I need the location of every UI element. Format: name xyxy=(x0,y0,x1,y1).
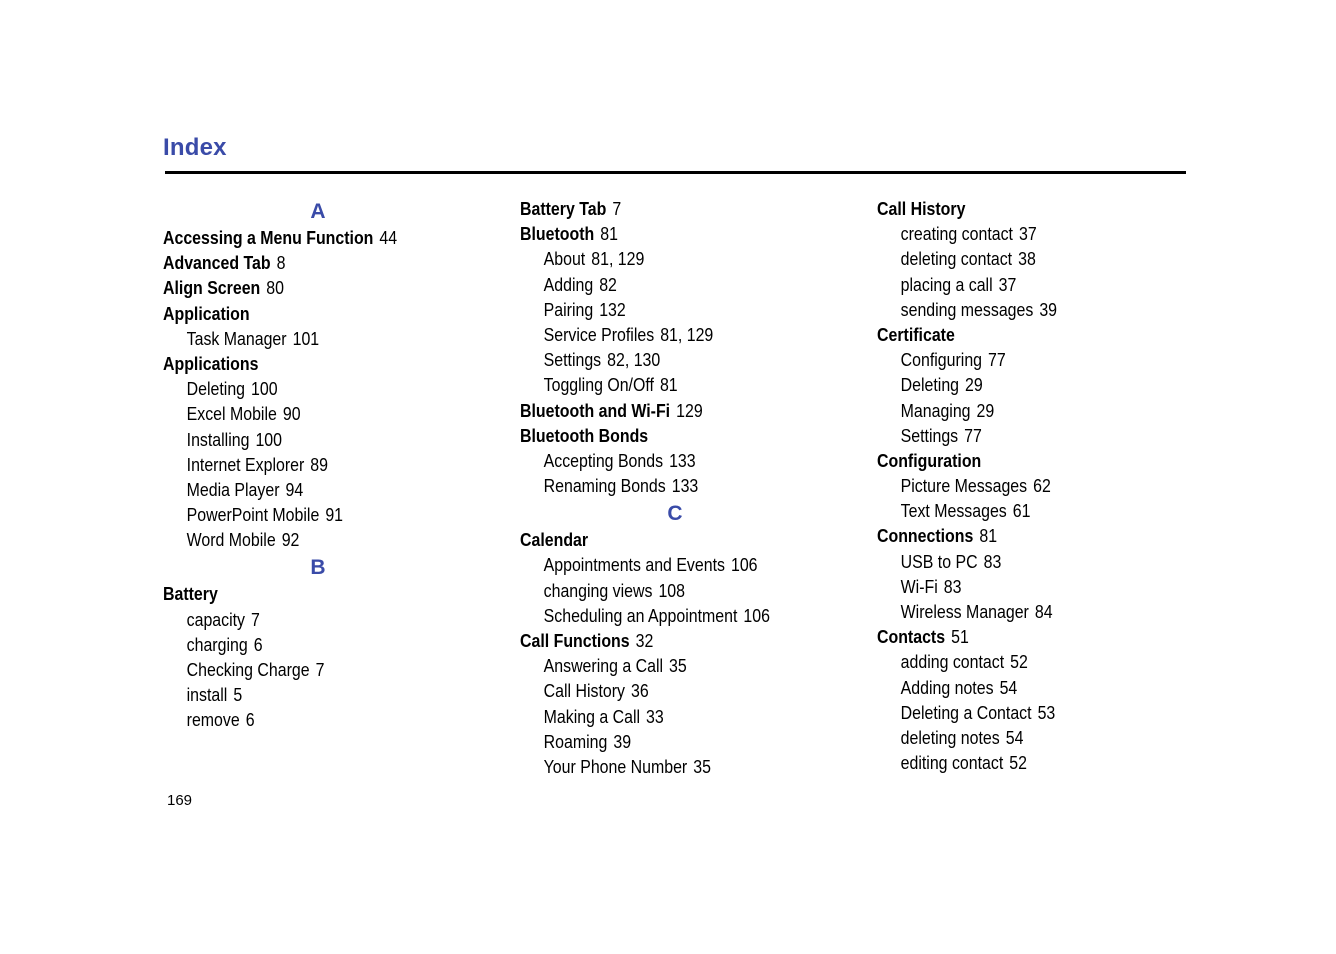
index-subentry xyxy=(877,675,1161,700)
index-entry xyxy=(163,225,430,250)
index-subentry xyxy=(877,700,1161,725)
index-subterm: Accepting Bonds xyxy=(543,449,664,471)
page-reference[interactable]: 77 xyxy=(988,349,1006,371)
index-subterm: PowerPoint Mobile xyxy=(186,504,320,526)
index-entry xyxy=(877,196,1161,221)
index-subterm: Wireless Manager xyxy=(900,601,1029,622)
page-title: Index xyxy=(163,134,227,161)
index-subterm: Adding xyxy=(543,273,594,295)
index-subentry xyxy=(877,372,1161,397)
index-entry xyxy=(163,351,430,376)
index-subterm: Deleting a Contact xyxy=(900,701,1032,723)
page-reference[interactable]: 133 xyxy=(669,449,696,471)
index-column-1 xyxy=(163,196,473,733)
index-subentry xyxy=(520,297,804,322)
index-term: Accessing a Menu Function xyxy=(163,227,374,248)
page-reference[interactable]: 77 xyxy=(964,424,982,446)
index-entry xyxy=(520,527,804,552)
index-subterm: Configuring xyxy=(900,349,983,371)
page-reference[interactable]: 5 xyxy=(233,684,243,706)
index-entry xyxy=(877,624,1161,649)
index-subentry xyxy=(163,477,430,502)
index-subterm: Text Messages xyxy=(900,500,1007,522)
index-subterm: Checking Charge xyxy=(186,659,310,680)
index-subterm: Answering a Call xyxy=(543,655,664,677)
index-subentry xyxy=(877,649,1161,674)
index-subterm: adding contact xyxy=(900,651,1005,673)
index-subterm: Pairing xyxy=(543,298,594,320)
index-subentry xyxy=(877,246,1161,271)
index-subterm: Making a Call xyxy=(543,705,641,727)
section-letter: A xyxy=(310,200,326,223)
index-subentry xyxy=(877,272,1161,297)
title-divider xyxy=(165,171,1186,174)
page-reference[interactable]: 6 xyxy=(245,709,255,731)
index-subentry xyxy=(877,473,1161,498)
page-reference[interactable]: 133 xyxy=(671,475,699,497)
page-reference[interactable]: 7 xyxy=(315,659,325,680)
page-reference[interactable]: 35 xyxy=(669,655,687,677)
page-reference[interactable]: 90 xyxy=(282,403,301,425)
index-term: Connections xyxy=(877,525,974,547)
index-subentry xyxy=(520,603,804,628)
index-subentry xyxy=(520,347,804,372)
index-subterm: Settings xyxy=(543,349,602,371)
index-subterm: Service Profiles xyxy=(543,323,655,345)
page-reference[interactable]: 81 xyxy=(659,374,678,396)
page-reference[interactable]: 54 xyxy=(1005,726,1024,748)
index-subentry xyxy=(163,401,430,426)
index-subentry xyxy=(877,347,1161,372)
index-subterm: Adding notes xyxy=(900,676,994,698)
page-reference[interactable]: 36 xyxy=(631,680,649,702)
index-subterm: capacity xyxy=(186,608,246,630)
page-reference[interactable]: 32 xyxy=(635,630,654,651)
index-subentry xyxy=(163,707,430,732)
index-term: Certificate xyxy=(877,323,955,345)
index-subentry xyxy=(163,607,430,632)
index-subterm: sending messages xyxy=(900,298,1034,320)
index-subterm: Task Manager xyxy=(186,327,287,349)
page-reference[interactable]: 100 xyxy=(255,428,283,450)
index-entry xyxy=(163,250,430,275)
page-reference[interactable]: 6 xyxy=(253,633,263,655)
index-subentry xyxy=(163,376,430,401)
index-subterm: Toggling On/Off xyxy=(543,374,654,396)
index-subentry xyxy=(877,574,1161,599)
index-subentry xyxy=(877,498,1161,523)
page-reference[interactable]: 37 xyxy=(998,273,1017,295)
index-subentry xyxy=(163,326,430,351)
index-subentry xyxy=(520,372,804,397)
index-subentry xyxy=(877,750,1161,775)
page-reference[interactable]: 51 xyxy=(951,626,969,648)
index-term: Configuration xyxy=(877,449,982,471)
index-subentry xyxy=(877,423,1161,448)
index-subterm: install xyxy=(186,684,228,706)
index-subentry xyxy=(520,578,804,603)
index-entry xyxy=(163,301,430,326)
index-subentry xyxy=(520,272,804,297)
index-entry xyxy=(520,398,804,423)
page-reference[interactable]: 81 xyxy=(979,525,998,547)
index-subterm: Word Mobile xyxy=(186,529,276,551)
page-reference[interactable]: 33 xyxy=(646,705,664,727)
index-term: Calendar xyxy=(520,529,589,551)
index-subentry xyxy=(520,729,804,754)
index-subentry xyxy=(163,527,430,552)
page-reference[interactable]: 37 xyxy=(1018,223,1037,245)
index-entry xyxy=(520,423,804,448)
index-entry xyxy=(877,523,1161,548)
index-term: Applications xyxy=(163,352,259,374)
page-reference[interactable]: 82, 130 xyxy=(607,349,661,371)
index-term: Call Functions xyxy=(520,630,630,651)
page-reference[interactable]: 91 xyxy=(325,504,344,526)
index-subentry xyxy=(520,322,804,347)
index-subentry xyxy=(877,398,1161,423)
index-subterm: deleting contact xyxy=(900,248,1013,270)
page-reference[interactable]: 106 xyxy=(743,604,770,626)
page-number: 169 xyxy=(167,792,193,809)
page-reference[interactable]: 61 xyxy=(1012,500,1031,522)
section-letter: B xyxy=(310,556,326,580)
index-subterm: Media Player xyxy=(186,478,280,500)
page-reference[interactable]: 80 xyxy=(266,277,284,299)
index-subentry xyxy=(163,502,430,527)
index-subterm: Wi-Fi xyxy=(900,575,938,597)
index-subterm: Deleting xyxy=(900,374,960,396)
page-reference[interactable]: 35 xyxy=(693,755,711,777)
index-subentry xyxy=(163,682,430,707)
index-subentry xyxy=(163,657,430,682)
index-subterm: Picture Messages xyxy=(900,475,1028,497)
page-reference[interactable]: 81 xyxy=(600,223,618,245)
index-subterm: changing views xyxy=(543,579,653,601)
page-reference[interactable]: 81, 129 xyxy=(660,323,714,345)
page-reference[interactable]: 101 xyxy=(292,327,320,349)
index-subterm: Installing xyxy=(186,428,250,450)
index-column-2 xyxy=(520,196,850,779)
index-subentry xyxy=(877,599,1161,624)
page-reference[interactable]: 7 xyxy=(612,198,622,219)
index-subterm: Scheduling an Appointment xyxy=(543,604,738,626)
page-reference[interactable]: 84 xyxy=(1034,601,1053,622)
page-reference[interactable]: 53 xyxy=(1037,701,1056,723)
index-subterm: placing a call xyxy=(900,273,993,295)
index-subterm: Deleting xyxy=(186,378,246,400)
index-subterm: creating contact xyxy=(900,223,1013,245)
index-subterm: charging xyxy=(186,633,248,655)
index-term: Advanced Tab xyxy=(163,252,271,274)
page-reference[interactable]: 7 xyxy=(251,608,260,630)
index-subterm: Renaming Bonds xyxy=(543,475,666,497)
index-subterm: editing contact xyxy=(900,752,1004,774)
page-reference[interactable]: 62 xyxy=(1033,475,1051,497)
index-subentry xyxy=(520,704,804,729)
index-entry xyxy=(163,275,430,300)
page-reference[interactable]: 82 xyxy=(599,273,617,295)
index-subentry xyxy=(520,473,804,498)
page-reference[interactable]: 132 xyxy=(599,298,626,320)
index-subterm: Excel Mobile xyxy=(186,403,277,425)
page-reference[interactable]: 106 xyxy=(730,554,758,576)
index-term: Bluetooth and Wi-Fi xyxy=(520,399,671,421)
index-entry xyxy=(520,221,804,246)
index-subentry xyxy=(520,754,804,779)
index-term: Bluetooth Bonds xyxy=(520,424,649,446)
page-reference[interactable]: 44 xyxy=(379,227,398,248)
page-reference[interactable]: 29 xyxy=(965,374,983,396)
index-subterm: About xyxy=(543,248,586,270)
index-subentry xyxy=(877,725,1161,750)
index-entry xyxy=(877,322,1161,347)
index-subterm: Managing xyxy=(900,399,971,421)
index-term: Battery xyxy=(163,583,218,605)
index-term: Contacts xyxy=(877,626,946,648)
index-subentry xyxy=(877,549,1161,574)
section-letter: C xyxy=(667,502,683,526)
page-reference[interactable]: 83 xyxy=(943,575,962,597)
index-subentry xyxy=(520,653,804,678)
page-reference[interactable]: 108 xyxy=(658,579,686,601)
index-subterm: remove xyxy=(186,709,240,731)
index-term: Application xyxy=(163,302,250,324)
page-reference[interactable]: 39 xyxy=(613,730,632,752)
index-subterm: Your Phone Number xyxy=(543,755,688,777)
index-subentry xyxy=(163,427,430,452)
page-reference[interactable]: 52 xyxy=(1009,752,1027,774)
index-subterm: Settings xyxy=(900,424,959,446)
page-reference[interactable]: 92 xyxy=(281,529,300,551)
page-reference[interactable]: 100 xyxy=(251,378,278,400)
index-term: Bluetooth xyxy=(520,223,595,245)
index-subentry xyxy=(520,678,804,703)
index-subentry xyxy=(163,632,430,657)
index-subterm: Call History xyxy=(543,680,625,702)
index-term: Align Screen xyxy=(163,277,261,299)
index-entry xyxy=(520,196,804,221)
index-subentry xyxy=(520,552,804,577)
index-subentry xyxy=(877,297,1161,322)
index-entry xyxy=(163,581,430,606)
page-reference[interactable]: 129 xyxy=(676,399,703,421)
index-term: Battery Tab xyxy=(520,198,607,219)
index-subterm: Roaming xyxy=(543,730,608,752)
page-reference[interactable]: 52 xyxy=(1010,651,1028,673)
index-subterm: USB to PC xyxy=(900,550,978,572)
index-entry xyxy=(877,448,1161,473)
page-reference[interactable]: 38 xyxy=(1018,248,1036,270)
index-subterm: deleting notes xyxy=(900,726,1000,748)
index-entry xyxy=(520,628,804,653)
index-term: Call History xyxy=(877,198,966,219)
index-subterm: Internet Explorer xyxy=(186,453,305,475)
index-subentry xyxy=(163,452,430,477)
index-subentry xyxy=(520,448,804,473)
page-reference[interactable]: 81, 129 xyxy=(591,248,645,270)
page-reference[interactable]: 29 xyxy=(976,399,995,421)
page-reference[interactable]: 54 xyxy=(999,676,1018,698)
page-reference[interactable]: 94 xyxy=(285,478,304,500)
page-reference[interactable]: 39 xyxy=(1039,298,1058,320)
page-reference[interactable]: 89 xyxy=(310,453,328,475)
page-reference[interactable]: 8 xyxy=(276,252,286,274)
index-subterm: Appointments and Events xyxy=(543,554,725,576)
index-subentry xyxy=(520,246,804,271)
index-column-3 xyxy=(877,196,1207,775)
index-subentry xyxy=(877,221,1161,246)
page-reference[interactable]: 83 xyxy=(983,550,1002,572)
